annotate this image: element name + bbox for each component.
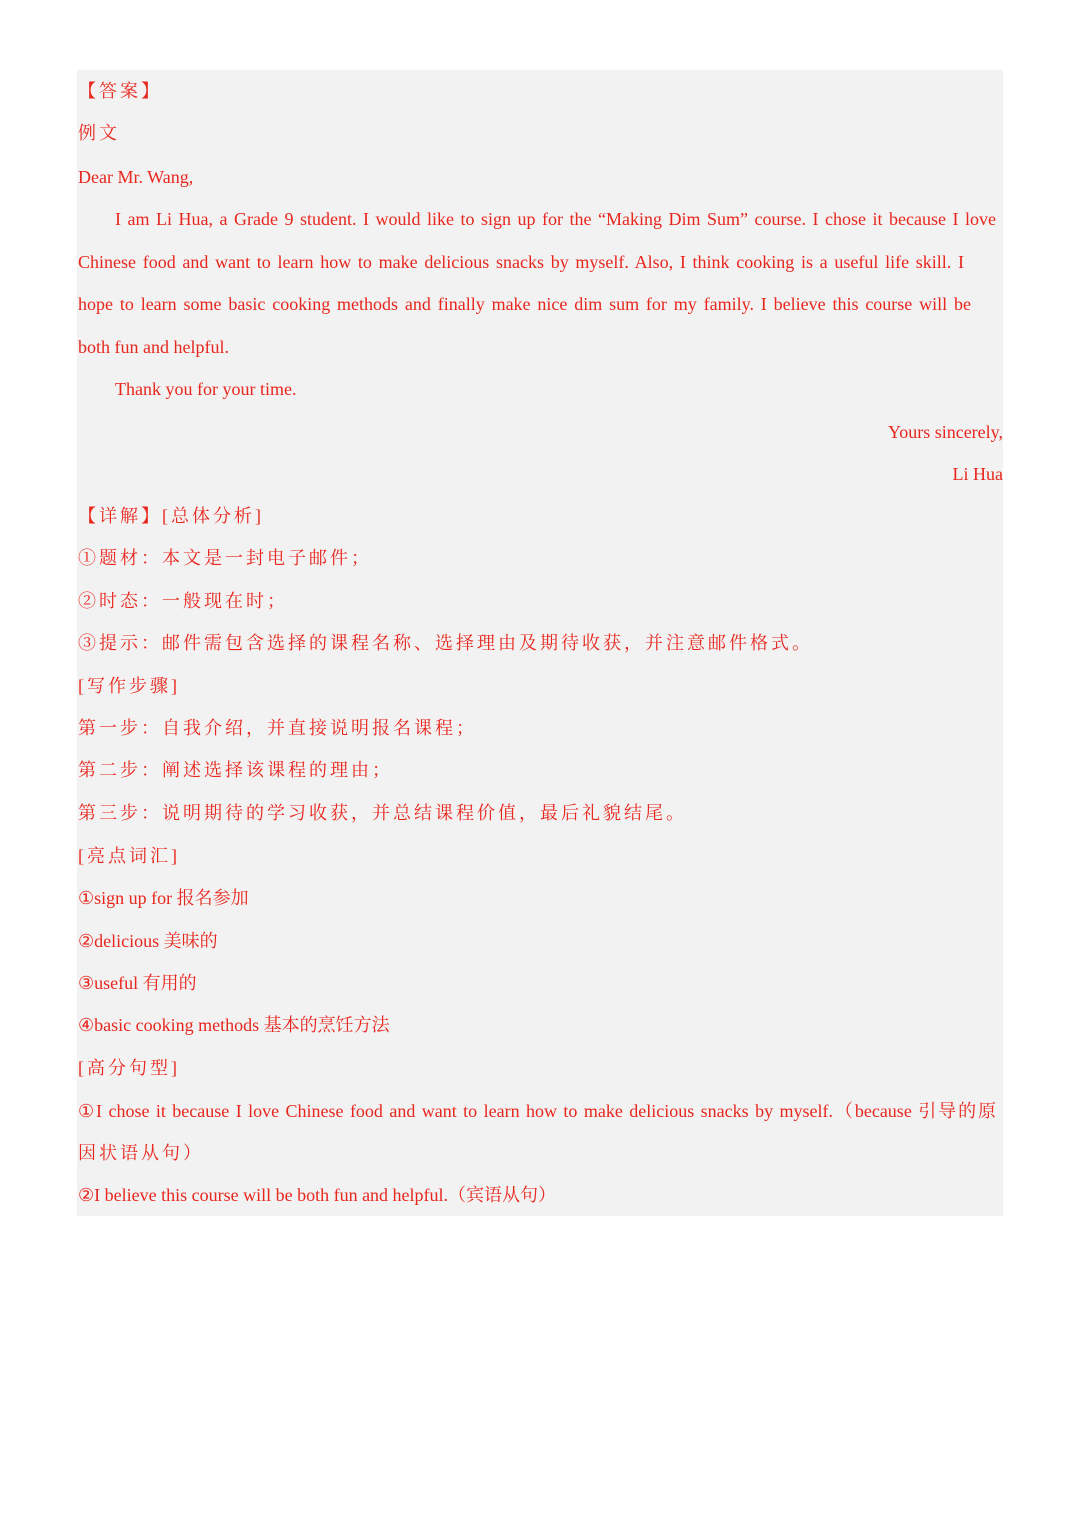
- sentence-pattern: ②I believe this course will be both fun and helpful.（宾语从句）: [78, 1185, 557, 1205]
- vocab-heading: [亮点词汇]: [78, 846, 180, 866]
- letter-body-line: hope to learn some basic cooking methods and finally make nice dim sum for my family. I believe this course will be: [78, 294, 971, 314]
- answer-heading: 【答案】: [78, 81, 162, 101]
- letter-thanks: Thank you for your time.: [115, 379, 297, 399]
- letter-body-line: both fun and helpful.: [78, 337, 229, 357]
- analysis-item: ①题材：本文是一封电子邮件；: [78, 548, 372, 568]
- writing-steps-heading: [写作步骤]: [78, 676, 180, 696]
- analysis-item: ③提示：邮件需包含选择的课程名称、选择理由及期待收获，并注意邮件格式。: [78, 633, 813, 653]
- writing-step: 第二步：阐述选择该课程的理由；: [78, 760, 393, 780]
- sentence-pattern: 因状语从句）: [78, 1143, 204, 1163]
- sentence-pattern: ①I chose it because I love Chinese food and want to learn how to make delicious snacks by myself.（because 引导的原: [78, 1101, 996, 1121]
- vocab-item: ④basic cooking methods 基本的烹饪方法: [78, 1015, 390, 1035]
- letter-signature: Li Hua: [952, 464, 1003, 484]
- letter-body-line: I am Li Hua, a Grade 9 student. I would like to sign up for the “Making Dim Sum” course. I chose it because I love: [115, 209, 996, 229]
- analysis-heading: 【详解】[总体分析]: [78, 506, 264, 526]
- vocab-item: ②delicious 美味的: [78, 931, 218, 951]
- vocab-item: ③useful 有用的: [78, 973, 197, 993]
- writing-step: 第一步：自我介绍，并直接说明报名课程；: [78, 718, 477, 738]
- vocab-item: ①sign up for 报名参加: [78, 888, 249, 908]
- writing-step: 第三步：说明期待的学习收获，并总结课程价值，最后礼貌结尾。: [78, 803, 687, 823]
- sentence-patterns-heading: [高分句型]: [78, 1058, 180, 1078]
- sample-essay-label: 例文: [78, 123, 120, 143]
- letter-closing: Yours sincerely,: [888, 422, 1003, 442]
- letter-body-line: Chinese food and want to learn how to make delicious snacks by myself. Also, I think cooking is a useful life skill. I: [78, 252, 964, 272]
- analysis-item: ②时态：一般现在时；: [78, 591, 288, 611]
- letter-salutation: Dear Mr. Wang,: [78, 167, 194, 187]
